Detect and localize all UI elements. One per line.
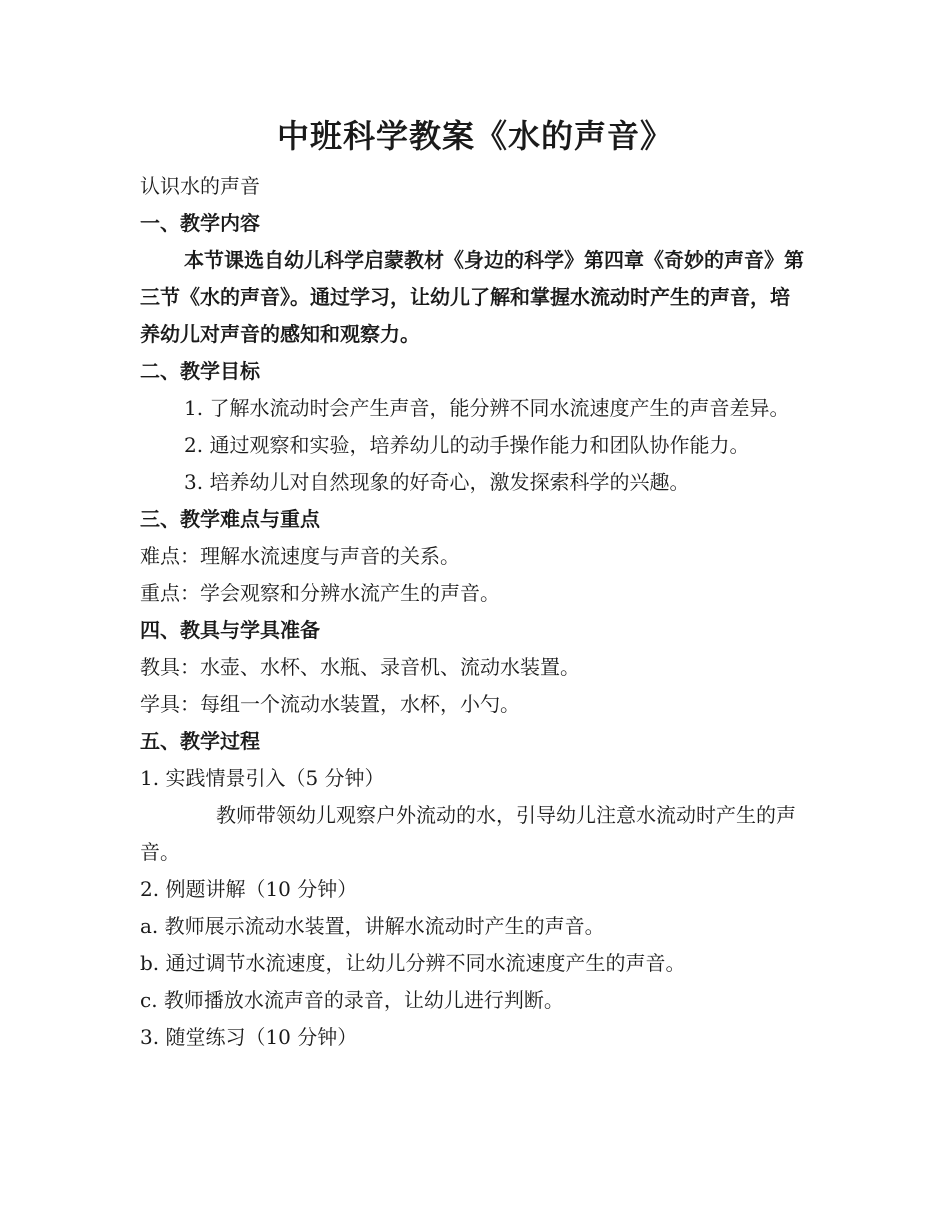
process-step-2-c: c. 教师播放水流声音的录音，让幼儿进行判断。 xyxy=(140,988,564,1012)
process-step-1: 1. 实践情景引入（5 分钟） xyxy=(140,766,385,790)
process-step-2-a: a. 教师展示流动水装置，讲解水流动时产生的声音。 xyxy=(140,914,605,938)
document-text xyxy=(140,168,805,1056)
process-step-2: 2. 例题讲解（10 分钟） xyxy=(140,877,358,901)
subtitle-text: 认识水的声音 xyxy=(140,174,260,198)
student-materials: 学具：每组一个流动水装置，水杯，小勺。 xyxy=(140,692,520,716)
section-heading-difficulty: 三、教学难点与重点 xyxy=(140,507,320,531)
process-step-1-body: 教师带领幼儿观察户外流动的水，引导幼儿注意水流动时产生的声音。 xyxy=(140,803,796,864)
goal-item-2: 2. 通过观察和实验，培养幼儿的动手操作能力和团队协作能力。 xyxy=(184,433,750,457)
process-step-2-b: b. 通过调节水流速度，让幼儿分辨不同水流速度产生的声音。 xyxy=(140,951,686,975)
section-heading-content: 一、教学内容 xyxy=(140,211,260,235)
goal-item-1: 1. 了解水流动时会产生声音，能分辨不同水流速度产生的声音差异。 xyxy=(184,396,790,420)
page-title: 中班科学教案《水的声音》 xyxy=(276,117,673,155)
section-heading-materials: 四、教具与学具准备 xyxy=(140,618,320,642)
teacher-materials: 教具：水壶、水杯、水瓶、录音机、流动水装置。 xyxy=(140,655,580,679)
section-heading-process: 五、教学过程 xyxy=(140,729,260,753)
difficulty-text: 难点：理解水流速度与声音的关系。 xyxy=(140,544,460,568)
key-point-text: 重点：学会观察和分辨水流产生的声音。 xyxy=(140,581,500,605)
goal-item-3: 3. 培养幼儿对自然现象的好奇心，激发探索科学的兴趣。 xyxy=(184,470,690,494)
process-step-3: 3. 随堂练习（10 分钟） xyxy=(140,1025,358,1049)
section-heading-goals: 二、教学目标 xyxy=(140,359,260,383)
section-content-body: 本节课选自幼儿科学启蒙教材《身边的科学》第四章《奇妙的声音》第三节《水的声音》。通过学习，让幼儿了解和掌握水流动时产生的声音，培养幼儿对声音的感知和观察力。 xyxy=(140,248,804,346)
